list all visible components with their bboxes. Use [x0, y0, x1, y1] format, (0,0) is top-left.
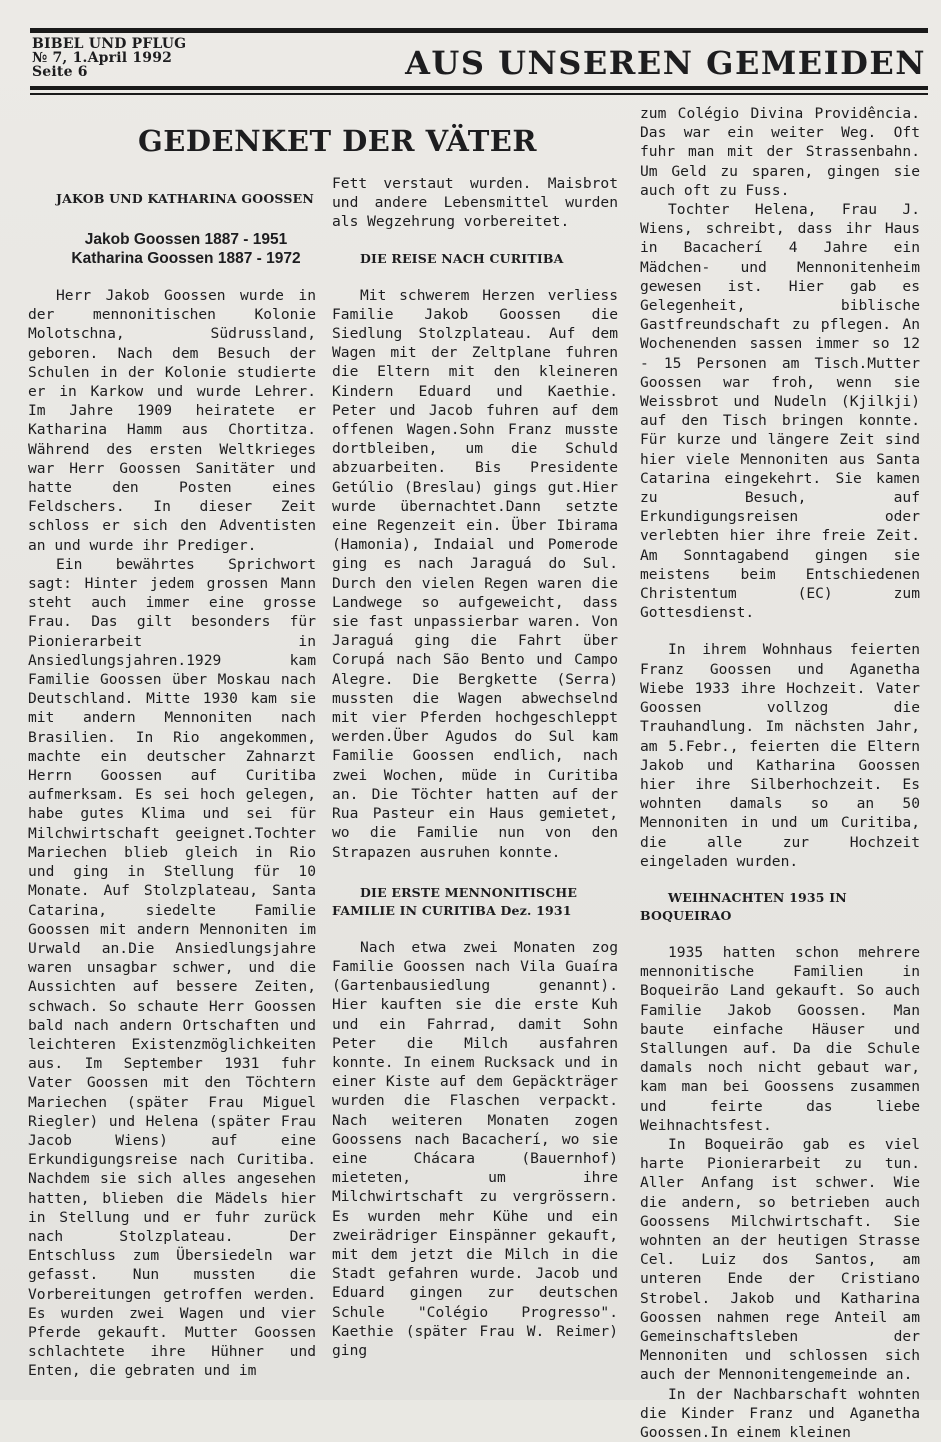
- column-1: [28, 190, 316, 1381]
- name-katharina: Katharina Goossen 1887 - 1972: [71, 250, 301, 267]
- paragraph: Herr Jakob Goossen wurde in der mennonitischen Kolonie Molotschna, Südrussland, geboren. Nach dem Besuch der Schulen in der Kolonie studierte er in Karkow und wurde Lehrer. Im Jahre 1909 heiratete er Katharina Hamm aus Chortitza. Während des ersten Weltkrieges war Herr Goossen Sanitäter und hatte den Posten eines Feldschers. In dieser Zeit schloss er sich den Adventisten an und wurde ihr Prediger.: [28, 287, 316, 554]
- column-2: [332, 174, 618, 1360]
- paragraph: Fett verstaut wurden. Maisbrot und andere Lebensmittel wurden als Wegzehrung vorbereitet.: [332, 175, 618, 231]
- masthead-bottom-rule-thin: [30, 93, 928, 95]
- paragraph: In der Nachbarschaft wohnten die Kinder Franz und Aganetha Goossen.In einem kleinen: [640, 1385, 920, 1441]
- subhead-reise: DIE REISE NACH CURITIBA: [360, 250, 564, 266]
- paragraph: Mit schwerem Herzen verliess Familie Jakob Goossen die Siedlung Stolzplateau. Auf dem Wagen mit der Zeltplane fuhren die Eltern mit den kleineren Kindern Eduard und Kaethie. Peter und Jacob fuhren auf dem offenen Wagen.Sohn Franz musste dortbleiben, um die Schuld abzuarbeiten. Bis Presidente Getúlio (Breslau) gings gut.Hier wurde übernachtet.Dann setzte eine Regenzeit ein. Über Ibirama (Hamonia), Indaial und Pomerode ging es nach Jaraguá do Sul. Durch den vielen Regen waren die Landwege so aufgeweicht, dass sie fast unpassierbar waren. Von Jaraguá ging die Fahrt über Corupá nach São Bento und Campo Alegre. Die Bergkette (Serra) mussten die Wagen abwechselnd mit vier Pferden hochgeschleppt werden.Über Agudos do Sul kam Familie Goossen endlich, nach zwei Wochen, müde in Curitiba an. Die Töchter hatten auf der Rua Pasteur ein Haus gemietet, wo die Familie nun von den Strapazen ausruhen konnte.: [332, 286, 618, 861]
- paragraph: 1935 hatten schon mehrere mennonitische Familien in Boqueirão Land gekauft. So auch Familie Jakob Goossen. Man baute einfache Häuser und Stallungen auf. Da die Schule damals noch nicht gebaut war, kam man bei Goossens zusammen und feirte das liebe Weihnachtsfest.: [640, 943, 920, 1134]
- paragraph: In ihrem Wohnhaus feierten Franz Goossen und Aganetha Wiebe 1933 ihre Hochzeit. Vater Goossen vollzog die Trauhandlung. Im nächsten Jahr, am 5.Febr., feierten die Eltern Jakob und Katharina Goossen hier ihre Silberhochzeit. Es wohnten damals so an 50 Mennoniten in und um Curitiba, die alle zur Hochzeit eingeladen wurden.: [640, 641, 920, 870]
- masthead-bottom-rule: [30, 86, 928, 90]
- paragraph: Tochter Helena, Frau J. Wiens, schreibt, dass ihr Haus in Bacacherí 4 Jahre ein Mädchen- und Mennonitenheim gewesen ist. Hier gab es Gelegenheit, biblische Gastfreundschaft zu pflegen. An Wochenenden sassen immer so 12 - 15 Personen am Tisch.Mutter Goossen war froh, wenn sie Weissbrot und Nudeln (Kjilkji) auf den Tisch bringen konnte. Für kurze und längere Zeit sind hier viele Mennoniten aus Santa Catarina eingekehrt. Sie kamen zu Besuch, auf Erkundigungsreisen oder verlebten hier ihre freie Zeit. Am Sonntagabend gingen sie meistens beim Entschiedenen Christentum (EC) zum Gottesdienst.: [640, 201, 920, 622]
- paragraph: zum Colégio Divina Providência. Das war ein weiter Weg. Oft fuhr man mit der Strassenbahn. Um Geld zu sparen, gingen sie auch oft zu Fuss.: [640, 105, 920, 199]
- paragraph: In Boqueirão gab es viel harte Pionierarbeit zu tun. Aller Anfang ist schwer. Wie die andern, so betrieben auch Goossens Milchwirtschaft. Sie wohnten an der heutigen Strasse Cel. Luiz dos Santos, am unteren Ende der Cristiano Strobel. Jakob und Katharina Goossen nahmen rege Anteil am Gemeinschaftsleben der Mennoniten und schlossen sich auch der Mennonitengemeinde an.: [640, 1135, 920, 1384]
- subhead-family: JAKOB UND KATHARINA GOOSSEN: [56, 191, 314, 206]
- publication-name: BIBEL UND PFLUG: [32, 36, 187, 52]
- masthead: [30, 28, 928, 96]
- paragraph: Nach etwa zwei Monaten zog Familie Goossen nach Vila Guaíra (Gartenbausiedlung genannt). Hier kauften sie die erste Kuh und ein Fahrrad, damit Sohn Peter die Milch ausfahren konnte. In einem Rucksack und in einer Kiste auf dem Gepäckträger wurden die Flaschen verpackt. Nach weiteren Monaten zogen Goossens nach Bacacherí, wo sie eine Chácara (Bauernhof) mieteten, um ihre Milchwirtschaft zu vergrössern. Es wurden mehr Kühe und ein zweirädriger Einspänner gekauft, mit dem jetzt die Milch in die Stadt gefahren wurde. Jacob und Eduard gingen zur deutschen Schule "Colégio Progresso". Kaethie (später Frau W. Reimer) ging: [332, 938, 618, 1359]
- issue-date: № 7, 1.April 1992: [32, 50, 173, 66]
- column-3: [640, 104, 920, 1442]
- subhead-weihnachten: WEIHNACHTEN 1935 IN BOQUEIRAO: [640, 889, 847, 923]
- name-jakob: Jakob Goossen 1887 - 1951: [84, 231, 288, 248]
- masthead-top-rule: [30, 28, 928, 33]
- subhead-erste-familie: DIE ERSTE MENNONITISCHE FAMILIE IN CURITIBA Dez. 1931: [332, 884, 578, 918]
- article-title: GEDENKET DER VÄTER: [138, 124, 538, 158]
- paragraph: Ein bewährtes Sprichwort sagt: Hinter jedem grossen Mann steht auch immer eine grosse Frau. Das gilt besonders für Pionierarbeit in Ansiedlungsjahren.1929 kam Familie Goossen über Moskau nach Deutschland. Mitte 1930 kam sie mit andern Mennoniten nach Brasilien. In Rio angekommen, machte ein deutscher Zahnarzt Herrn Goossen auf Curitiba aufmerksam. Es sei hoch gelegen, habe gutes Klima und sei für Milchwirtschaft geeignet.Tochter Mariechen blieb gleich in Rio und ging in Stellung für 10 Monate. Auf Stolzplateau, Santa Catarina, siedelte Familie Goossen mit andern Mennoniten im Urwald an.Die Ansiedlungsjahre waren unsagbar schwer, und die Aussichten auf bessere Zeiten, schwach. So schaute Herr Goossen bald nach andern Ortschaften und leichteren Existenzmöglichkeiten aus. Im September 1931 fuhr Vater Goossen mit den Töchtern Mariechen (später Frau Miguel Riegler) und Helena (später Frau Jacob Wiens) auf eine Erkundigungsreise nach Curitiba. Nachdem sie sich alles angesehen hatten, blieben die Mädels hier in Stellung und er fuhr zurück nach Stolzplateau. Der Entschluss zum Übersiedeln war gefasst. Nun mussten die Vorbereitungen getroffen werden. Es wurden zwei Wagen und vier Pferde gekauft. Mutter Goossen schlachtete ihre Hühner und Enten, die gebraten und im: [28, 555, 316, 1380]
- page-number: Seite 6: [32, 64, 88, 80]
- publication-info: [32, 37, 186, 79]
- section-title: AUS UNSEREN GEMEIDEN: [405, 44, 926, 82]
